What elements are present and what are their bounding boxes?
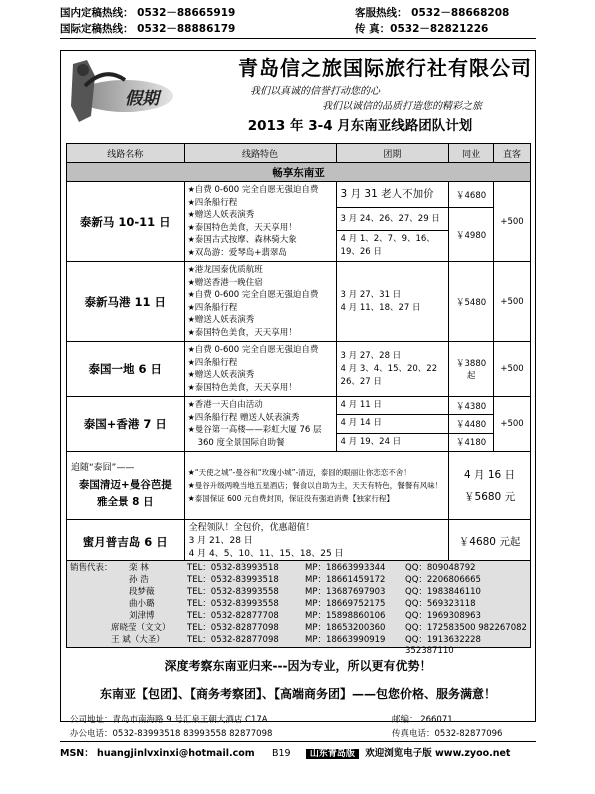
- holiday-logo: [65, 56, 175, 128]
- star-icon: ★: [187, 290, 195, 299]
- sales-mp: MP：15898860106: [305, 611, 386, 621]
- fax-line: 传 真：0532－82821226: [355, 23, 489, 35]
- table-row: [67, 262, 531, 342]
- honeymoon-name: 蜜月普吉岛 6 日: [67, 520, 185, 564]
- trade-price: ￥4480: [449, 415, 494, 433]
- page-number: B19: [271, 748, 291, 759]
- msn-email[interactable]: MSN： huangjinlvxinxi@hotmail.com: [60, 748, 255, 759]
- service-hotline: 客服热线： 0532－88668208: [355, 7, 510, 19]
- star-icon: ★: [187, 197, 195, 207]
- sales-qq: QQ：1913632228 352387110: [405, 635, 481, 656]
- table-header: [67, 144, 531, 163]
- footer-divider: [60, 741, 536, 742]
- honeymoon-price: ￥4680 元起: [449, 520, 531, 564]
- route-dates: 4 月 11 日: [336, 397, 449, 415]
- route-table: [66, 143, 531, 564]
- header-feature: 线路特色: [184, 144, 336, 163]
- sales-name: 席晓莹（文文）: [111, 623, 171, 633]
- sales-mp: MP：13687697903: [305, 587, 386, 597]
- special-name-2: 雅全景 8 日: [96, 496, 154, 508]
- trade-price: ￥4980: [449, 208, 494, 262]
- trade-price: ￥5480: [449, 262, 494, 342]
- star-icon: ★: [187, 265, 195, 274]
- trade-price: ￥4680: [449, 182, 494, 208]
- sales-tel: TEL：0532-83993558: [187, 587, 279, 597]
- sales-tel: TEL：0532-82877098: [187, 623, 279, 633]
- special-date: 4 月 16 日: [464, 468, 516, 481]
- route-dates: 4 月 1、2、7、9、16、19、26 日: [336, 231, 449, 262]
- sales-qq: QQ：172583500 982267082: [405, 623, 527, 633]
- route-dates: 3 月 27、28 日 4 月 3、4、15、20、22 26、27 日: [336, 342, 449, 397]
- company-name: 青岛信之旅国际旅行社有限公司: [238, 56, 532, 80]
- star-icon: ★: [187, 425, 195, 434]
- trade-price: ￥3880 起: [449, 342, 494, 397]
- star-icon: ★: [187, 400, 195, 409]
- star-icon: ★: [187, 210, 195, 219]
- star-icon: ★: [187, 494, 195, 503]
- star-icon: ★: [187, 412, 195, 422]
- office-tel: 办公电话：0532-83993518 83993558 82877098: [70, 729, 273, 739]
- special-route-name: [67, 452, 185, 520]
- promo-line-1: 深度考察东南亚归来---因为专业，所以更有优势！: [164, 659, 432, 673]
- sales-tel: TEL：0532-83993558: [187, 599, 279, 609]
- domestic-hotline: 国内定稿热线： 0532－88665919: [60, 7, 236, 19]
- sales-mp: MP：18661459172: [305, 575, 386, 585]
- table-row: [67, 397, 531, 415]
- direct-price: +500: [494, 182, 531, 262]
- star-icon: ★: [187, 247, 195, 257]
- sales-tel: TEL：0532-82877098: [187, 635, 279, 645]
- header-direct: 直客: [494, 144, 531, 163]
- star-icon: ★: [187, 315, 195, 324]
- office-fax: 传真电话：0532-82877096: [392, 729, 503, 739]
- sales-name: 刘津博: [129, 611, 155, 621]
- promo-line-2: 东南亚【包团】、【商务考察团】、【高端商务团】——包您价格、服务满意！: [99, 687, 496, 701]
- footer: [60, 745, 536, 759]
- sales-name: 曲小璐: [129, 599, 155, 609]
- special-intro: 追随“泰囧”——: [71, 463, 135, 473]
- sales-qq: QQ：1983846110: [405, 587, 481, 597]
- special-features: ★“天使之城”-曼谷和“玫瑰小城”-清迈，泰囧的眼丽让你恋恋不舍！ ★曼谷升级两晚当地五星酒店；餐食以自助为主，天天有特色，餐餐有风味！ ★泰国保证 600 元自费封顶，保证没有强迫消费【独家行程】: [184, 452, 449, 520]
- sales-mp: MP：18663993344: [305, 563, 386, 573]
- sales-qq: QQ：809048792: [405, 563, 476, 573]
- trade-price: ￥4380: [449, 397, 494, 415]
- star-icon: ★: [187, 468, 195, 477]
- special-name-1: 泰国清迈+曼谷芭提: [78, 479, 172, 491]
- sales-mp: MP：18669752175: [305, 599, 386, 609]
- sales-tel: TEL：0532-83993518: [187, 575, 279, 585]
- sales-name: 栾 林: [129, 563, 149, 573]
- star-icon: ★: [187, 481, 195, 490]
- trade-price: ￥4180: [449, 433, 494, 451]
- special-price-cell: [449, 452, 531, 520]
- route-name: 泰新马 10-11 日: [67, 182, 185, 262]
- sales-qq: QQ：2206806665: [405, 575, 481, 585]
- sales-tel: TEL：0532-83993518: [187, 563, 279, 573]
- sales-label: 销售代表：: [70, 563, 113, 573]
- table-row: [67, 182, 531, 208]
- slogan-1: 我们以真诚的信誉打动您的心: [250, 86, 380, 97]
- route-dates: 3 月 24、26、27、29 日: [336, 208, 449, 231]
- star-icon: ★: [187, 370, 195, 379]
- table-row: [67, 520, 531, 564]
- sales-mp: MP：18653200360: [305, 623, 386, 633]
- route-features: ★香港一天自由活动 ★四条船行程 赠送人妖表演秀 ★曼谷第一高楼——彩虹大厦 76 层 360 度全景国际自助餐: [184, 397, 336, 452]
- star-icon: ★: [187, 235, 195, 244]
- international-hotline: 国际定稿热线： 0532－88886179: [60, 23, 236, 35]
- sales-name: 段梦薇: [129, 587, 155, 597]
- website-text[interactable]: 欢迎浏览电子版 www.zyoo.net: [365, 748, 511, 759]
- star-icon: ★: [187, 357, 195, 367]
- sales-mp: MP：18663990919: [305, 635, 386, 645]
- sales-name: 孙 浩: [129, 575, 149, 585]
- header-trade: 同业: [449, 144, 494, 163]
- sales-qq: QQ：569323118: [405, 599, 476, 609]
- route-name: 泰新马港 11 日: [67, 262, 185, 342]
- route-dates: 4 月 19、24 日: [336, 433, 449, 451]
- route-features: ★港龙国泰优质航班 ★赠送香港一晚住宿 ★自费 0-600 完全自愿无强迫自费 ★四条船行程 ★赠送人妖表演秀 ★泰国特色美食，天天享用！: [184, 262, 336, 342]
- logo-text: 假期: [125, 89, 159, 109]
- route-name: 泰国一地 6 日: [67, 342, 185, 397]
- route-features: ★自费 0-600 完全自愿无强迫自费 ★四条船行程 ★赠送人妖表演秀 ★泰国特色美食，天天享用！: [184, 342, 336, 397]
- section-title: 畅享东南亚: [67, 163, 531, 182]
- special-price: ￥5680 元: [464, 490, 516, 503]
- route-dates: 4 月 14 日: [336, 415, 449, 433]
- direct-price: +500: [494, 262, 531, 342]
- sales-qq: QQ：1969308963: [405, 611, 481, 621]
- star-icon: ★: [187, 345, 195, 354]
- direct-price: +500: [494, 342, 531, 397]
- route-dates: 3 月 27、31 日 4 月 11、18、27 日: [336, 262, 449, 342]
- table-row: [67, 342, 531, 397]
- route-name: 泰国+香港 7 日: [67, 397, 185, 452]
- route-features: ★自费 0-600 完全自愿无强迫自费 ★四条船行程 ★赠送人妖表演秀 ★泰国特色美食，天天享用！ ★泰国古式按摩、森林骑大象 ★双岛游：爱琴岛+翡翠岛: [184, 182, 336, 262]
- edition-badge: 山东青岛版: [306, 749, 359, 759]
- table-row: [67, 452, 531, 520]
- plan-title: 2013 年 3-4 月东南亚线路团队计划: [247, 118, 473, 134]
- direct-price: +500: [494, 397, 531, 452]
- star-icon: ★: [187, 222, 195, 232]
- slogan-2: 我们以诚信的品质打造您的精彩之旅: [322, 101, 482, 112]
- header-dates: 团期: [336, 144, 449, 163]
- route-dates: 3 月 31 老人不加价: [336, 182, 449, 208]
- postcode: 邮编： 266071: [392, 715, 453, 725]
- star-icon: ★: [187, 277, 195, 287]
- sales-name: 王 斌（大圣）: [111, 635, 165, 645]
- header-route: 线路名称: [67, 144, 185, 163]
- sales-box: [66, 560, 531, 656]
- star-icon: ★: [187, 327, 195, 337]
- sales-tel: TEL：0532-82877708: [187, 611, 279, 621]
- star-icon: ★: [187, 185, 195, 194]
- star-icon: ★: [187, 302, 195, 312]
- section-row: [67, 163, 531, 182]
- top-divider: [60, 38, 536, 39]
- star-icon: ★: [187, 382, 195, 392]
- honeymoon-details: 全程领队！全包价，优惠超值！ 3 月 21、28 日 4 月 4、5、10、11、15、18、25 日: [184, 520, 449, 564]
- company-address: 公司地址：青岛市南海路 9 号汇泉王朝大酒店 C17A: [70, 715, 268, 725]
